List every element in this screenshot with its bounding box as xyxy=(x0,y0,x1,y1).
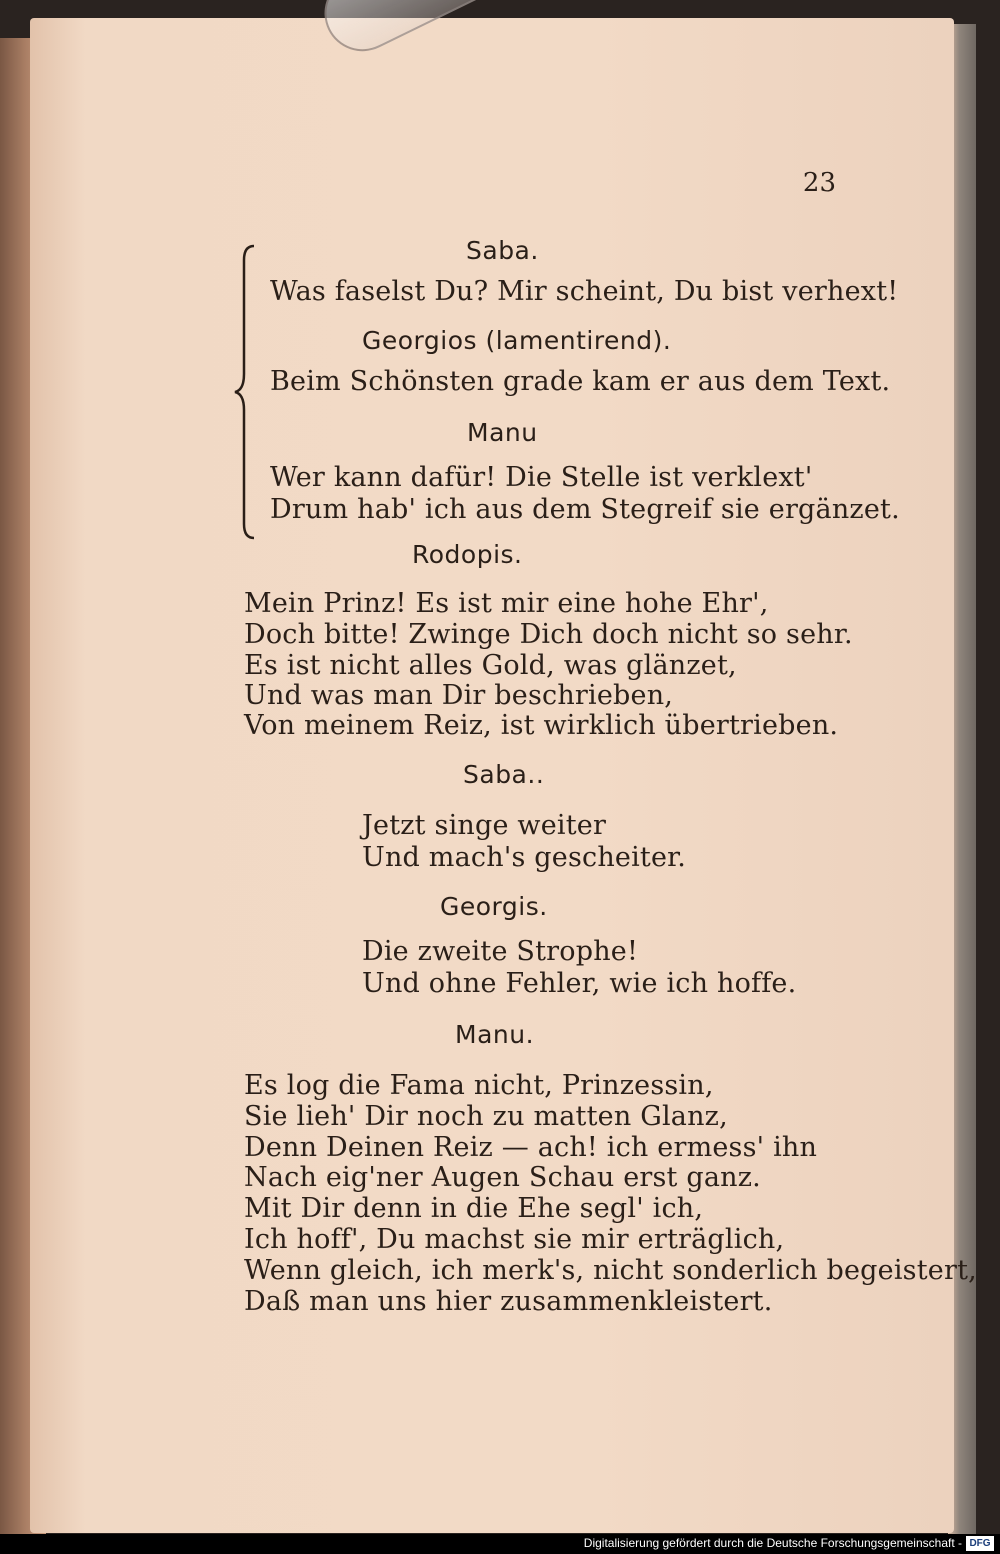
funding-notice: Digitalisierung gefördert durch die Deutsche Forschungsgemeinschaft - xyxy=(583,1536,962,1550)
verse-line: Es log die Fama nicht, Prinzessin, xyxy=(244,1070,714,1101)
verse-line: Was faselst Du? Mir scheint, Du bist verhext! xyxy=(270,276,899,307)
speaker-rodopis: Rodopis. xyxy=(412,540,523,569)
verse-line: Nach eig'ner Augen Schau erst ganz. xyxy=(244,1162,761,1193)
verse-line: Und was man Dir beschrieben, xyxy=(244,680,674,711)
verse-line: Beim Schönsten grade kam er aus dem Text. xyxy=(270,366,891,397)
verse-line: Und ohne Fehler, wie ich hoffe. xyxy=(362,968,797,999)
speaker-saba: Saba.. xyxy=(463,760,545,789)
speaker-manu: Manu. xyxy=(455,1020,535,1049)
verse-line: Von meinem Reiz, ist wirklich übertrieben. xyxy=(244,710,839,741)
verse-line: Wer kann dafür! Die Stelle ist verklext' xyxy=(270,462,813,493)
verse-line: Mit Dir denn in die Ehe segl' ich, xyxy=(244,1193,704,1224)
glass-bookmark xyxy=(312,0,852,64)
verse-line: Denn Deinen Reiz — ach! ich ermess' ihn xyxy=(244,1132,818,1163)
dfg-logo: DFG xyxy=(966,1536,994,1551)
speaker-georgis: Georgis. xyxy=(440,892,548,921)
page-number: 23 xyxy=(802,168,836,198)
verse-line: Drum hab' ich aus dem Stegreif sie ergänzet. xyxy=(270,494,900,525)
digitization-footer xyxy=(0,1534,1000,1554)
speaker-manu: Manu xyxy=(467,418,538,447)
verse-line: Doch bitte! Zwinge Dich doch nicht so sehr. xyxy=(244,619,853,650)
speaker-saba: Saba. xyxy=(466,236,539,265)
left-brace xyxy=(232,244,262,540)
verse-line: Mein Prinz! Es ist mir eine hohe Ehr', xyxy=(244,588,769,619)
verse-line: Die zweite Strophe! xyxy=(362,936,639,967)
speaker-georgios: Georgios (lamentirend). xyxy=(362,326,672,355)
verse-line: Jetzt singe weiter xyxy=(362,810,607,841)
verse-line: Wenn gleich, ich merk's, nicht sonderlich begeistert, xyxy=(244,1255,977,1286)
verse-line: Ich hoff', Du machst sie mir erträglich, xyxy=(244,1224,785,1255)
verse-line: Es ist nicht alles Gold, was glänzet, xyxy=(244,650,737,681)
verse-line: Und mach's gescheiter. xyxy=(362,842,687,873)
verse-line: Daß man uns hier zusammenkleistert. xyxy=(244,1286,773,1317)
verse-line: Sie lieh' Dir noch zu matten Glanz, xyxy=(244,1101,728,1132)
